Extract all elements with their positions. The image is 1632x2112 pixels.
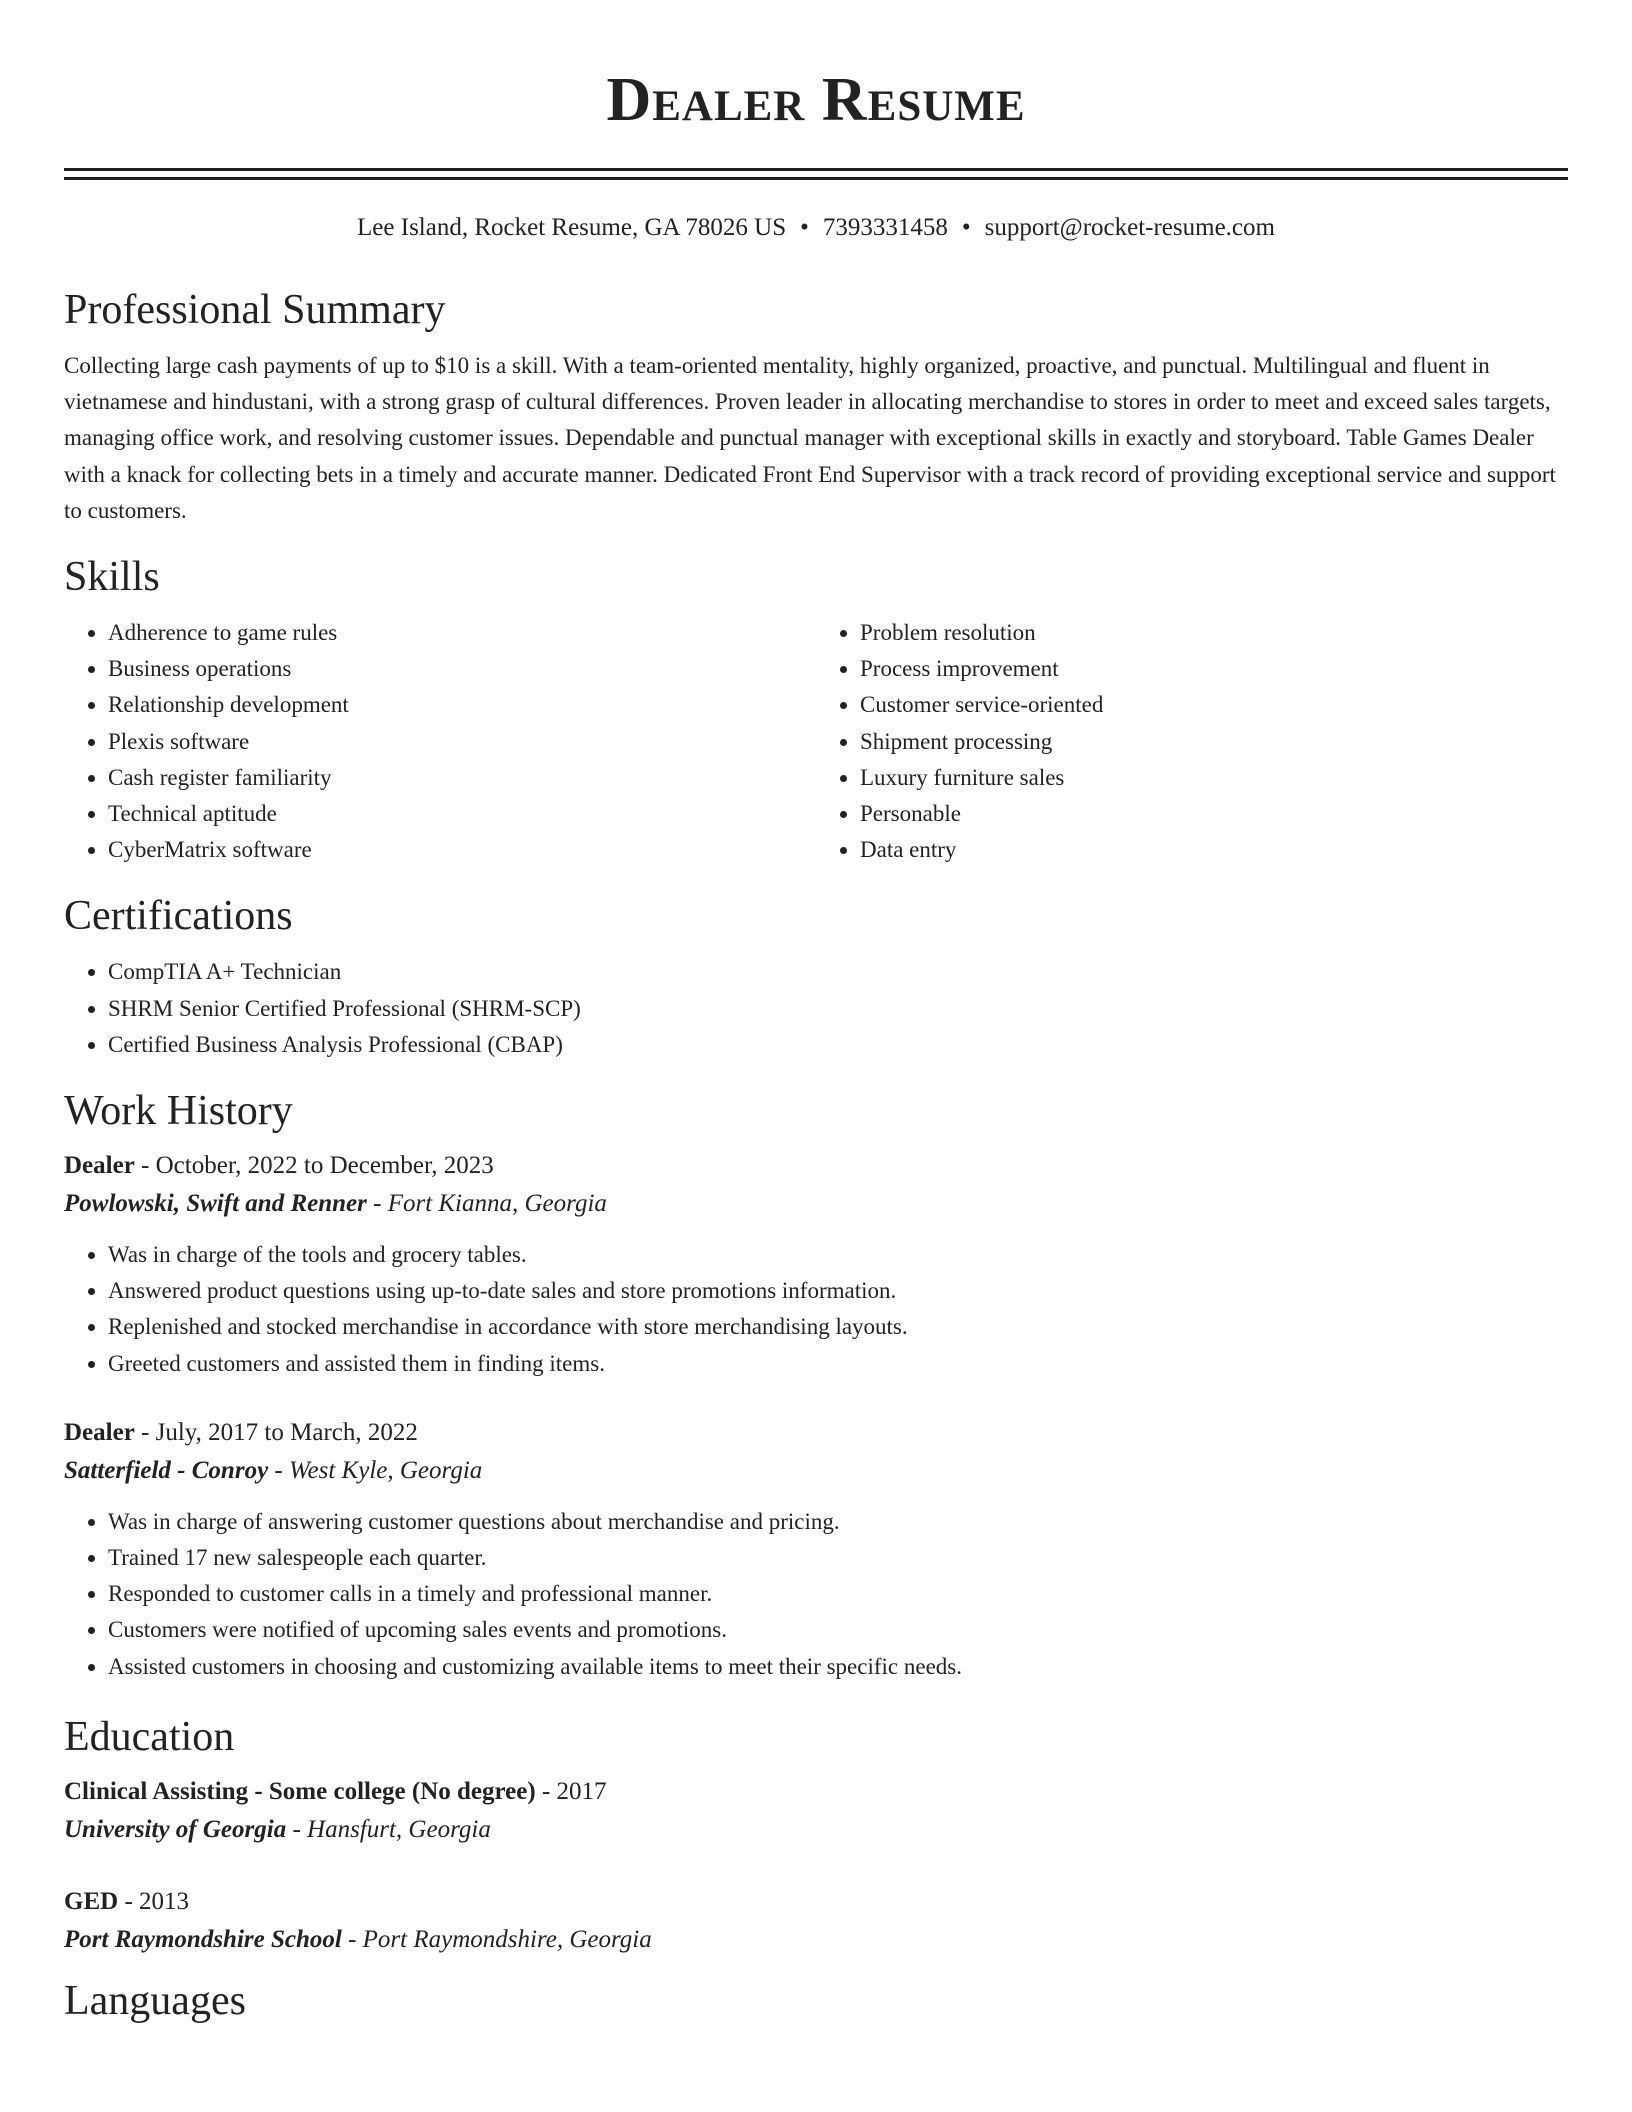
education-year: 2013 [139, 1887, 190, 1915]
job-header [64, 1414, 1568, 1452]
job-header [64, 1147, 1568, 1185]
education-location: Hansfurt, Georgia [307, 1815, 491, 1843]
job-employer [64, 1185, 1568, 1223]
education-school-line [64, 1811, 1568, 1849]
dash: - [134, 1152, 156, 1180]
certification-item: • Certified Business Analysis Professional (CBAP) [108, 1027, 1568, 1063]
job-title: Dealer [64, 1418, 135, 1446]
skill-item: • Process improvement [860, 651, 1568, 687]
education-degree: GED [64, 1887, 119, 1915]
job-bullet: • Was in charge of the tools and grocery tables. [108, 1237, 1568, 1273]
education-school: University of Georgia [64, 1815, 287, 1843]
education-school-line [64, 1921, 1568, 1959]
dash: - [268, 1456, 289, 1484]
job-location: West Kyle, Georgia [289, 1456, 483, 1484]
job-entry [64, 1147, 1568, 1382]
job-dates: July, 2017 to March, 2022 [155, 1418, 418, 1446]
dash: - [118, 1887, 140, 1915]
certifications-heading: Certifications [64, 893, 293, 940]
job-bullet: • Customers were notified of upcoming sales events and promotions. [108, 1612, 1568, 1648]
page-title: Dealer Resume [606, 66, 1026, 134]
contact-separator: • [961, 214, 971, 241]
job-bullet: • Assisted customers in choosing and customizing available items to meet their specific needs. [108, 1649, 1568, 1685]
certification-item: • SHRM Senior Certified Professional (SHRM-SCP) [108, 991, 1568, 1027]
job-bullet: • Responded to customer calls in a timely and professional manner. [108, 1576, 1568, 1612]
skill-item: • Adherence to game rules [108, 615, 816, 651]
work-history-heading: Work History [64, 1088, 293, 1135]
education-degree: Clinical Assisting - Some college (No degree) [64, 1777, 536, 1805]
education-header [64, 1883, 1568, 1921]
skill-item: • Luxury furniture sales [860, 760, 1568, 796]
job-location: Fort Kianna, Georgia [387, 1190, 607, 1218]
skills-list-right [816, 615, 1568, 868]
skill-item: • CyberMatrix software [108, 832, 816, 868]
job-bullet: • Greeted customers and assisted them in finding items. [108, 1346, 1568, 1382]
dash: - [341, 1925, 363, 1953]
job-bullet: • Answered product questions using up-to-date sales and store promotions information. [108, 1273, 1568, 1309]
job-bullets [64, 1237, 1568, 1382]
job-bullet: • Replenished and stocked merchandise in accordance with store merchandising layouts. [108, 1309, 1568, 1345]
skill-item: • Plexis software [108, 724, 816, 760]
languages-heading: Languages [64, 1977, 246, 2024]
dash: - [535, 1777, 557, 1805]
job-title: Dealer [64, 1152, 135, 1180]
title-rule-thin [64, 177, 1568, 180]
contact-address: Lee Island, Rocket Resume, GA 78026 US [357, 214, 787, 241]
dash: - [366, 1190, 388, 1218]
job-dates: October, 2022 to December, 2023 [155, 1152, 494, 1180]
skill-item: • Data entry [860, 832, 1568, 868]
job-company: Powlowski, Swift and Renner [64, 1190, 367, 1218]
education-header [64, 1773, 1568, 1811]
certification-item: • CompTIA A+ Technician [108, 954, 1568, 990]
job-company: Satterfield - Conroy [64, 1456, 269, 1484]
contact-line [64, 212, 1568, 244]
education-school: Port Raymondshire School [64, 1925, 342, 1953]
contact-separator: • [800, 214, 809, 241]
education-heading: Education [64, 1713, 235, 1760]
education-location: Port Raymondshire, Georgia [362, 1925, 652, 1953]
job-bullet: • Trained 17 new salespeople each quarter. [108, 1540, 1568, 1576]
contact-email: support@rocket-resume.com [984, 214, 1275, 241]
skills-columns [64, 615, 1568, 868]
contact-phone: 7393331458 [822, 214, 948, 241]
skill-item: • Relationship development [108, 687, 816, 723]
title-rule-thick [64, 168, 1568, 171]
skills-list-left [64, 615, 816, 868]
education-entry [64, 1773, 1568, 1849]
skill-item: • Customer service-oriented [860, 687, 1568, 723]
skill-item: • Technical aptitude [108, 796, 816, 832]
job-entry [64, 1414, 1568, 1685]
dash: - [286, 1815, 308, 1843]
skill-item: • Cash register familiarity [108, 760, 816, 796]
skill-item: • Shipment processing [860, 724, 1568, 760]
skills-heading: Skills [64, 554, 160, 601]
job-bullet: • Was in charge of answering customer questions about merchandise and pricing. [108, 1504, 1568, 1540]
skill-item: • Personable [860, 796, 1568, 832]
summary-text: Collecting large cash payments of up to $10 is a skill. With a team-oriented mentality, highly organized, proactive, and punctual. Multilingual and fluent in vietnamese and hindustani, with a strong grasp of cultural differences. Proven leader in allocating merchandise to stores in order to meet and exceed sales targets, managing office work, and resolving customer issues. Dependable and punctual manager with exceptional skills in exactly and storyboard. Table Games Dealer with a knack for collecting bets in a timely and accurate manner. Dedicated Front End Supervisor with a track record of providing exceptional service and support to customers. [64, 353, 1556, 523]
education-entry [64, 1883, 1568, 1959]
certifications-list [64, 954, 1568, 1063]
education-year: 2017 [556, 1777, 607, 1805]
skill-item: • Business operations [108, 651, 816, 687]
skill-item: • Problem resolution [860, 615, 1568, 651]
summary-heading: Professional Summary [64, 287, 446, 333]
job-employer [64, 1452, 1568, 1490]
job-bullets [64, 1504, 1568, 1685]
dash: - [134, 1418, 156, 1446]
